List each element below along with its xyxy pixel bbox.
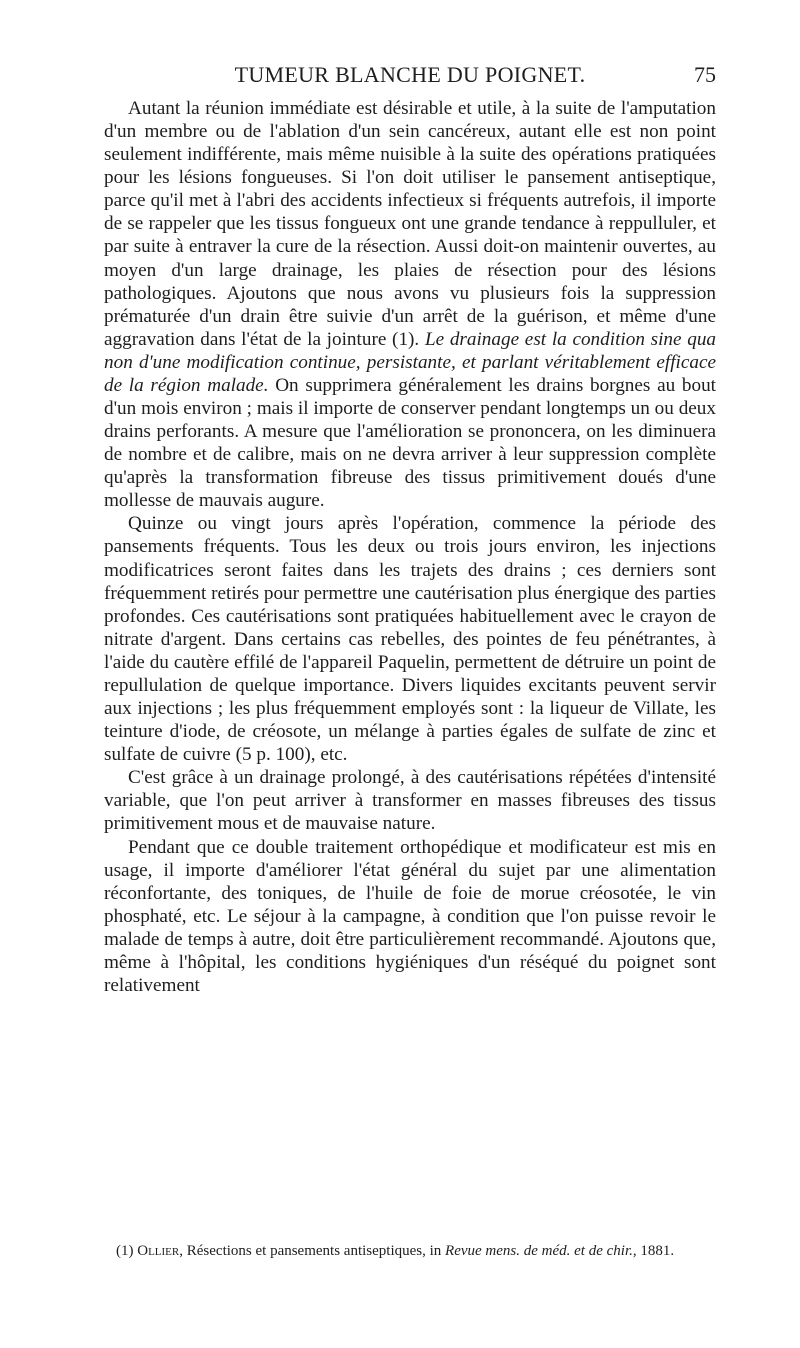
footnote-marker: (1) bbox=[116, 1243, 134, 1259]
page-header bbox=[104, 62, 716, 88]
footnote-year: 1881. bbox=[640, 1243, 675, 1259]
page-number: 75 bbox=[694, 62, 716, 87]
running-title: TUMEUR BLANCHE DU POIGNET. bbox=[234, 62, 586, 87]
paragraph-1-text: Autant la réunion immédiate est désirable et utile, à la suite de l'amputation d'un membre ou de l'ablation d'un sein cancéreux, autant elle est non point seulement indifférente, mais même nuisible à la suite des opérations pratiquées pour les lésions fongueuses. Si l'on doit utiliser le pansement antiseptique, parce qu'il met à l'abri des accidents infectieux si fréquents autrefois, il importe de se rappeler que les tissus fongueux ont une grande tendance à reppulluler, et par suite à entraver la cure de la résection. Aussi doit-on maintenir ouvertes, au moyen d'un large drainage, les plaies de résection pour des lésions pathologiques. Ajoutons que nous avons vu plusieurs fois la suppression prématurée d'un drain être suivie d'un arrêt de la guérison, et même d'une aggravation dans l'état de la jointure (1). bbox=[104, 98, 716, 350]
body-text bbox=[104, 97, 716, 997]
footnote-author: Ollier, bbox=[137, 1243, 183, 1259]
footnote-title: Résections et pansements antiseptiques, in bbox=[186, 1243, 442, 1259]
footnote bbox=[104, 1242, 716, 1261]
paragraph-4: Pendant que ce double traitement orthopédique et modificateur est mis en usage, il importe d'améliorer l'état général du sujet par une alimentation réconfortante, des toniques, de l'huile de foie de morue créosotée, le vin phosphaté, etc. Le séjour à la campagne, à condition que l'on puisse revoir le malade de temps à autre, doit être particulièrement recommandé. Ajoutons que, même à l'hôpital, les conditions hygiéniques d'un réséqué du poignet sont relativement bbox=[104, 836, 716, 996]
paragraph-1-continuation: On supprimera généralement les drains borgnes au bout d'un mois environ ; mais il importe de conserver pendant longtemps un ou deux drains perforants. A mesure que l'amélioration se prononcera, on les diminuera de nombre et de calibre, mais on ne devra arriver à leur suppression complète qu'après la transformation fibreuse des tissus primitivement doués d'une mollesse de mauvais augure. bbox=[104, 374, 716, 512]
paragraph-3: C'est grâce à un drainage prolongé, à des cautérisations répétées d'intensité variable, que l'on peut arriver à transformer en masses fibreuses des tissus primitivement mous et de mauvaise nature. bbox=[104, 767, 716, 835]
paragraph-1 bbox=[104, 97, 716, 512]
italic-sentence: Le drainage est la condition sine qua non d'une modification continue, persistante, et parlant véritablement efficace de la région malade. bbox=[104, 328, 717, 396]
footnote-journal: Revue mens. de méd. et de chir., bbox=[445, 1243, 637, 1259]
paragraph-2: Quinze ou vingt jours après l'opération, commence la période des pansements fréquents. Tous les deux ou trois jours environ, les injections modificatrices seront faites dans les trajets des drains ; ces derniers sont fréquemment retirés pour permettre une cautérisation plus énergique des parties profondes. Ces cautérisations sont pratiquées habituellement avec le crayon de nitrate d'argent. Dans certains cas rebelles, des pointes de feu pénétrantes, à l'aide du cautère effilé de l'appareil Paquelin, permettent de détruire un point de repullulation de quelque importance. Divers liquides excitants peuvent servir aux injections ; les plus fréquemment employés sont : la liqueur de Villate, les teinture d'iode, de créosote, un mélange à parties égales de sulfate de zinc et sulfate de cuivre (5 p. 100), etc. bbox=[104, 513, 716, 766]
